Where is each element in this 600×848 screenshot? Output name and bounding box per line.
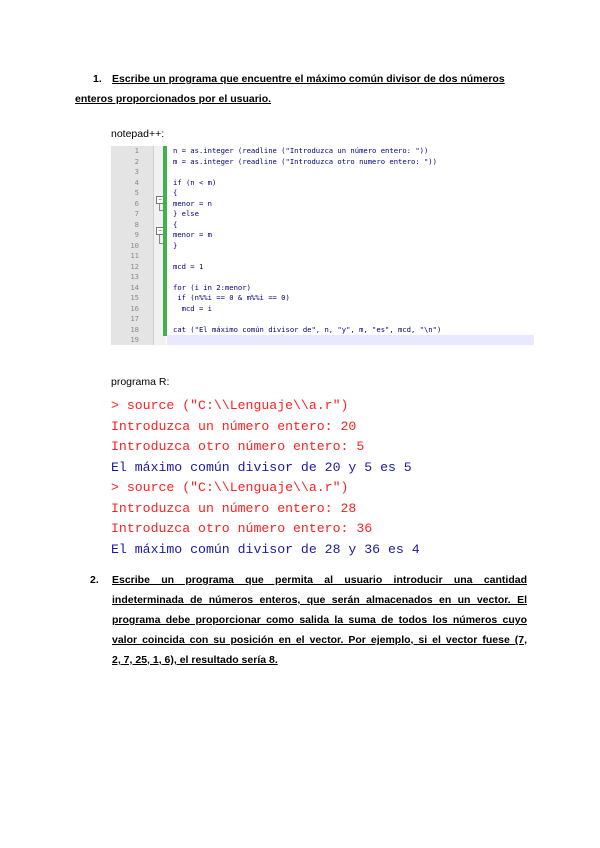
console-line: > source ("C:\\Lenguaje\\a.r") [111, 398, 349, 413]
question-1-number: 1. [93, 73, 102, 85]
code-line: if (n%%i == 0 & m%%i == 0) [173, 293, 290, 302]
code-line: m = as.integer (readline ("Introduzca otro numero entero: ")) [173, 156, 437, 166]
console-line: Introduzca otro número entero: 36 [111, 521, 373, 536]
question-1-text-line2: enteros proporcionados por el usuario. [75, 93, 272, 105]
r-program-label: programa R: [111, 376, 170, 388]
question-2-number: 2. [90, 574, 99, 586]
question-1-text-line1: Escribe un programa que encuentre el máximo común divisor de dos números [112, 73, 505, 85]
console-line: Introduzca un número entero: 20 [111, 418, 357, 434]
code-line [173, 251, 534, 262]
code-line: for (i in 2:menor) [173, 282, 251, 292]
code-line: } [173, 240, 178, 250]
code-line [173, 272, 534, 283]
line-number: 16 [130, 303, 139, 313]
console-line: Introduzca otro número entero: 5 [111, 439, 365, 454]
line-number: 19 [130, 335, 139, 344]
question-2-text-line: 2, 7, 25, 1, 6), el resultado sería 8. [112, 654, 278, 666]
code-line: { [173, 188, 178, 197]
line-number: 2 [134, 156, 139, 166]
notepad-label: notepad++: [111, 128, 165, 140]
code-line: { [173, 219, 178, 229]
line-number: 13 [130, 272, 139, 281]
code-line [173, 167, 534, 178]
line-number: 14 [130, 282, 139, 292]
line-number: 9 [134, 230, 139, 239]
console-line: Introduzca un número entero: 28 [111, 500, 357, 516]
line-number: 10 [130, 240, 139, 250]
r-console-output [111, 396, 491, 557]
console-line: > source ("C:\\Lenguaje\\a.r") [111, 480, 349, 495]
line-number: 5 [134, 188, 139, 197]
console-line: El máximo común divisor de 28 y 36 es 4 [111, 541, 420, 557]
code-line: menor = m [173, 230, 212, 239]
code-line: mcd = 1 [173, 261, 204, 271]
question-2-text-line: indeterminada de números enteros, que serán almacenados en un vector. El [112, 594, 527, 606]
line-number: 4 [134, 177, 139, 187]
code-line: if (n < m) [173, 177, 217, 187]
fold-collapse-icon: − [156, 196, 164, 204]
question-2-text-line: programa debe proporcionar como salida la suma de todos los números cuyo [112, 614, 527, 626]
fold-collapse-icon: − [156, 227, 164, 235]
line-number: 3 [134, 167, 139, 176]
change-history-bar [163, 146, 167, 336]
code-line [173, 314, 534, 325]
question-2-text-line: valor coincida con su posición en el vector. Por ejemplo, si el vector fuese (7, [112, 634, 527, 646]
line-number: 12 [130, 261, 139, 271]
code-line: menor = n [173, 198, 212, 208]
line-number: 1 [134, 146, 139, 155]
line-number: 6 [134, 198, 139, 208]
line-number: 11 [130, 251, 139, 260]
line-number: 15 [130, 293, 139, 302]
line-number: 7 [134, 209, 139, 218]
notepad-editor [111, 146, 534, 345]
line-number-gutter [111, 146, 154, 345]
fold-line [159, 235, 160, 243]
question-2-text-line: Escribe un programa que permita al usuario introducir una cantidad [112, 574, 527, 586]
code-line: n = as.integer (readline ("Introduzca un número entero: ")) [173, 146, 429, 155]
code-line: cat ("El máximo común divisor de", n, "y", m, "es", mcd, "\n") [173, 324, 442, 334]
code-line: mcd = i [173, 303, 212, 313]
code-line: } else [173, 209, 199, 218]
line-number: 17 [130, 314, 139, 323]
line-number: 8 [134, 219, 139, 229]
line-number: 18 [130, 324, 139, 334]
code-line [173, 335, 534, 345]
console-line: El máximo común divisor de 20 y 5 es 5 [111, 459, 412, 475]
code-area[interactable] [173, 146, 534, 345]
